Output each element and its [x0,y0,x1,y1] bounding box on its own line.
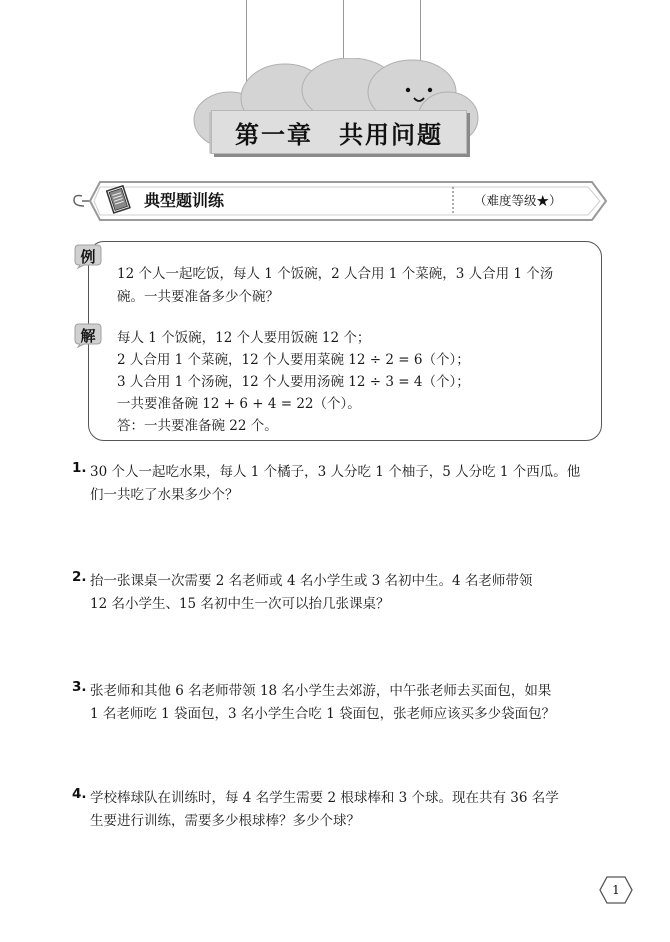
example-question-line: 12 个人一起吃饭，每人 1 个饭碗，2 人合用 1 个菜碗，3 人合用 1 个汤 [117,266,554,282]
solution-badge [72,322,104,348]
question-text-line: 张老师和其他 6 名老师带领 18 名小学生去郊游，中午张老师去买面包，如果 [90,683,552,699]
solution-line: 2 人合用 1 个菜碗，12 个人要用菜碗 12 ÷ 2 = 6（个）； [117,352,470,368]
question-number: 1. [72,460,87,476]
question-text-line: 生要进行训练，需要多少根球棒？多少个球？ [90,813,360,829]
question-text-line: 们一共吃了水果多少个？ [90,487,239,503]
question-number: 4. [72,786,87,802]
book-icon [103,185,133,215]
question-number: 3. [72,679,87,695]
chapter-title: 第一章 共用问题 [211,110,467,154]
solution-answer-line: 答：一共要准备碗 22 个。 [117,418,278,434]
section-title: 典型题训练 [144,191,225,210]
solution-line: 3 人合用 1 个汤碗，12 个人要用汤碗 12 ÷ 3 = 4（个）； [117,374,470,390]
question-text-line: 12 名小学生、15 名初中生一次可以抬几张课桌？ [90,596,390,612]
example-badge [72,243,104,269]
page-number: 1 [612,883,620,897]
example-question-line: 碗。一共要准备多少个碗？ [117,289,279,305]
question-text-line: 抬一张课桌一次需要 2 名老师或 4 名小学生或 3 名初中生。4 名老师带领 [90,573,533,589]
example-label: 例 [80,247,96,266]
solution-line: 每人 1 个饭碗，12 个人要用饭碗 12 个； [117,330,371,346]
question-number: 2. [72,569,87,585]
question-text-line: 1 名老师吃 1 袋面包，3 名小学生合吃 1 袋面包，张老师应该买多少袋面包？ [90,706,556,722]
question-text-line: 学校棒球队在训练时，每 4 名学生需要 2 根球棒和 3 个球。现在共有 36 名学 [90,790,559,806]
solution-line: 一共要准备碗 12 + 6 + 4 = 22（个）。 [117,396,361,412]
difficulty-level: （难度等级★） [474,193,562,208]
question-text-line: 30 个人一起吃水果，每人 1 个橘子，3 人分吃 1 个柚子，5 人分吃 1 个西瓜。他 [90,464,581,480]
solution-label: 解 [80,326,96,345]
